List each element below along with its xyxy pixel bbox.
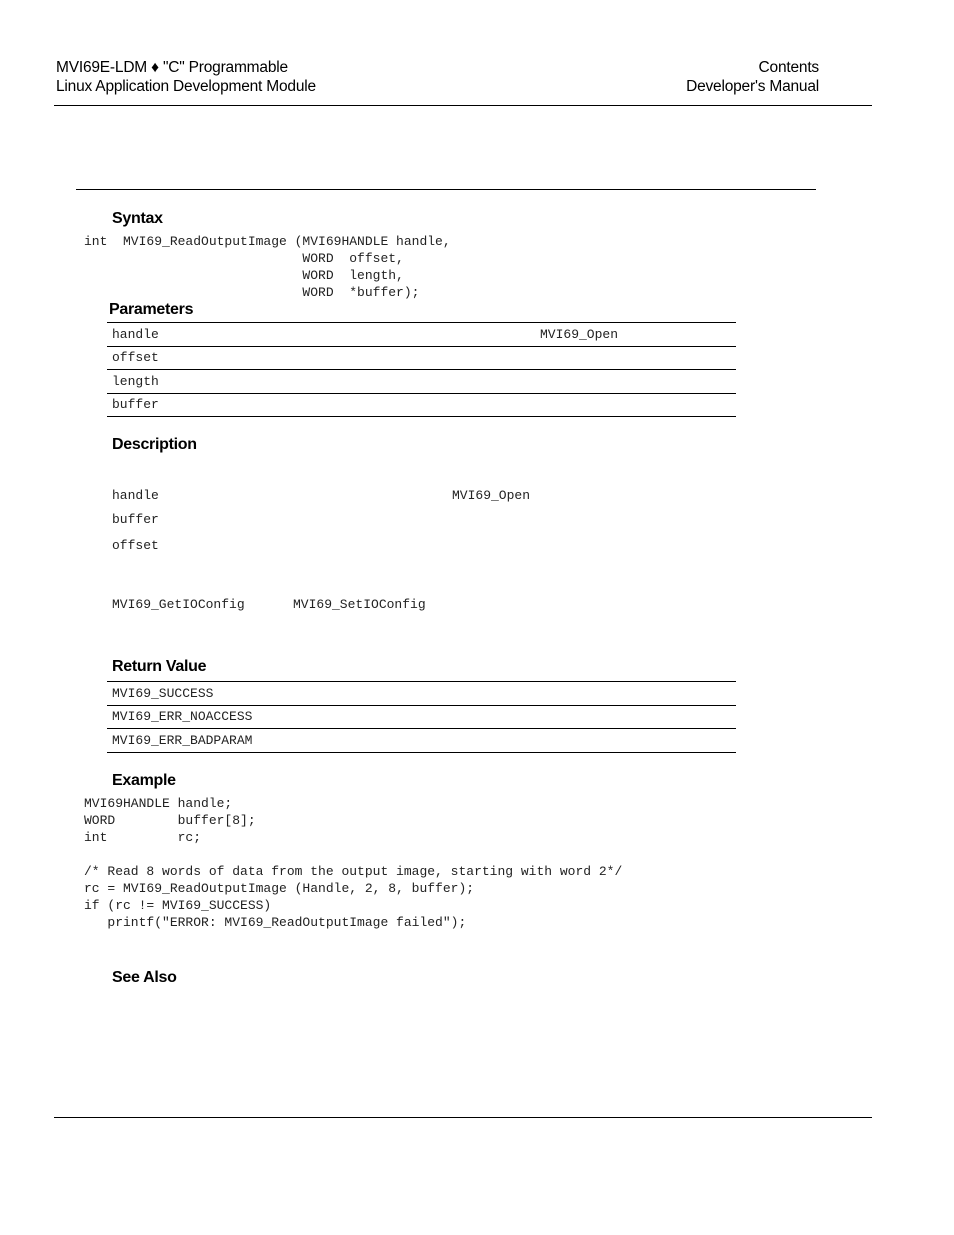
header-section: Contents (758, 59, 819, 76)
header-left (56, 58, 316, 96)
header-right (686, 58, 819, 96)
return-value-success: MVI69_SUCCESS (107, 682, 736, 706)
table-row (107, 729, 736, 753)
see-also-heading: See Also (112, 969, 177, 986)
example-heading: Example (112, 772, 176, 789)
header-product-subtitle: Linux Application Development Module (56, 78, 316, 95)
section-rule (76, 189, 816, 190)
return-value-heading: Return Value (112, 658, 207, 675)
description-handle-term: handle (112, 488, 159, 503)
table-row (107, 370, 736, 394)
param-name-offset: offset (107, 346, 535, 370)
return-value-noaccess: MVI69_ERR_NOACCESS (107, 705, 736, 729)
description-setioconfig: MVI69_SetIOConfig (293, 597, 426, 612)
table-row (107, 346, 736, 370)
parameters-table (107, 322, 736, 417)
description-offset-term: offset (112, 538, 159, 553)
description-buffer-term: buffer (112, 512, 159, 527)
table-row (107, 393, 736, 417)
syntax-code: int MVI69_ReadOutputImage (MVI69HANDLE handle, WORD offset, WORD length, WORD *buffer); (84, 234, 451, 300)
return-value-table (107, 681, 736, 753)
param-name-handle: handle (107, 323, 535, 347)
header-manual-name: Developer's Manual (686, 78, 819, 95)
return-value-badparam: MVI69_ERR_BADPARAM (107, 729, 736, 753)
syntax-heading: Syntax (112, 210, 163, 227)
footer-rule (54, 1117, 872, 1118)
example-code: MVI69HANDLE handle; WORD buffer[8]; int rc; /* Read 8 words of data from the output image, starting with word 2*/ rc = MVI69_ReadOutputImage (Handle, 2, 8, buffer); if (rc != MVI69_SUCCESS) printf("ERROR: MVI69_ReadOutputImage failed"); (84, 796, 623, 930)
param-note-handle: MVI69_Open (535, 323, 736, 347)
description-handle-ref: MVI69_Open (452, 488, 531, 503)
description-heading: Description (112, 436, 197, 453)
description-getioconfig: MVI69_GetIOConfig (112, 597, 245, 612)
param-note-length (535, 370, 736, 394)
parameters-heading: Parameters (109, 301, 194, 318)
table-row (107, 682, 736, 706)
header-product-title: MVI69E-LDM ♦ "C" Programmable (56, 59, 288, 76)
header-rule (54, 105, 872, 106)
table-row (107, 705, 736, 729)
param-note-offset (535, 346, 736, 370)
param-name-length: length (107, 370, 535, 394)
param-note-buffer (535, 393, 736, 417)
param-name-buffer: buffer (107, 393, 535, 417)
table-row (107, 323, 736, 347)
